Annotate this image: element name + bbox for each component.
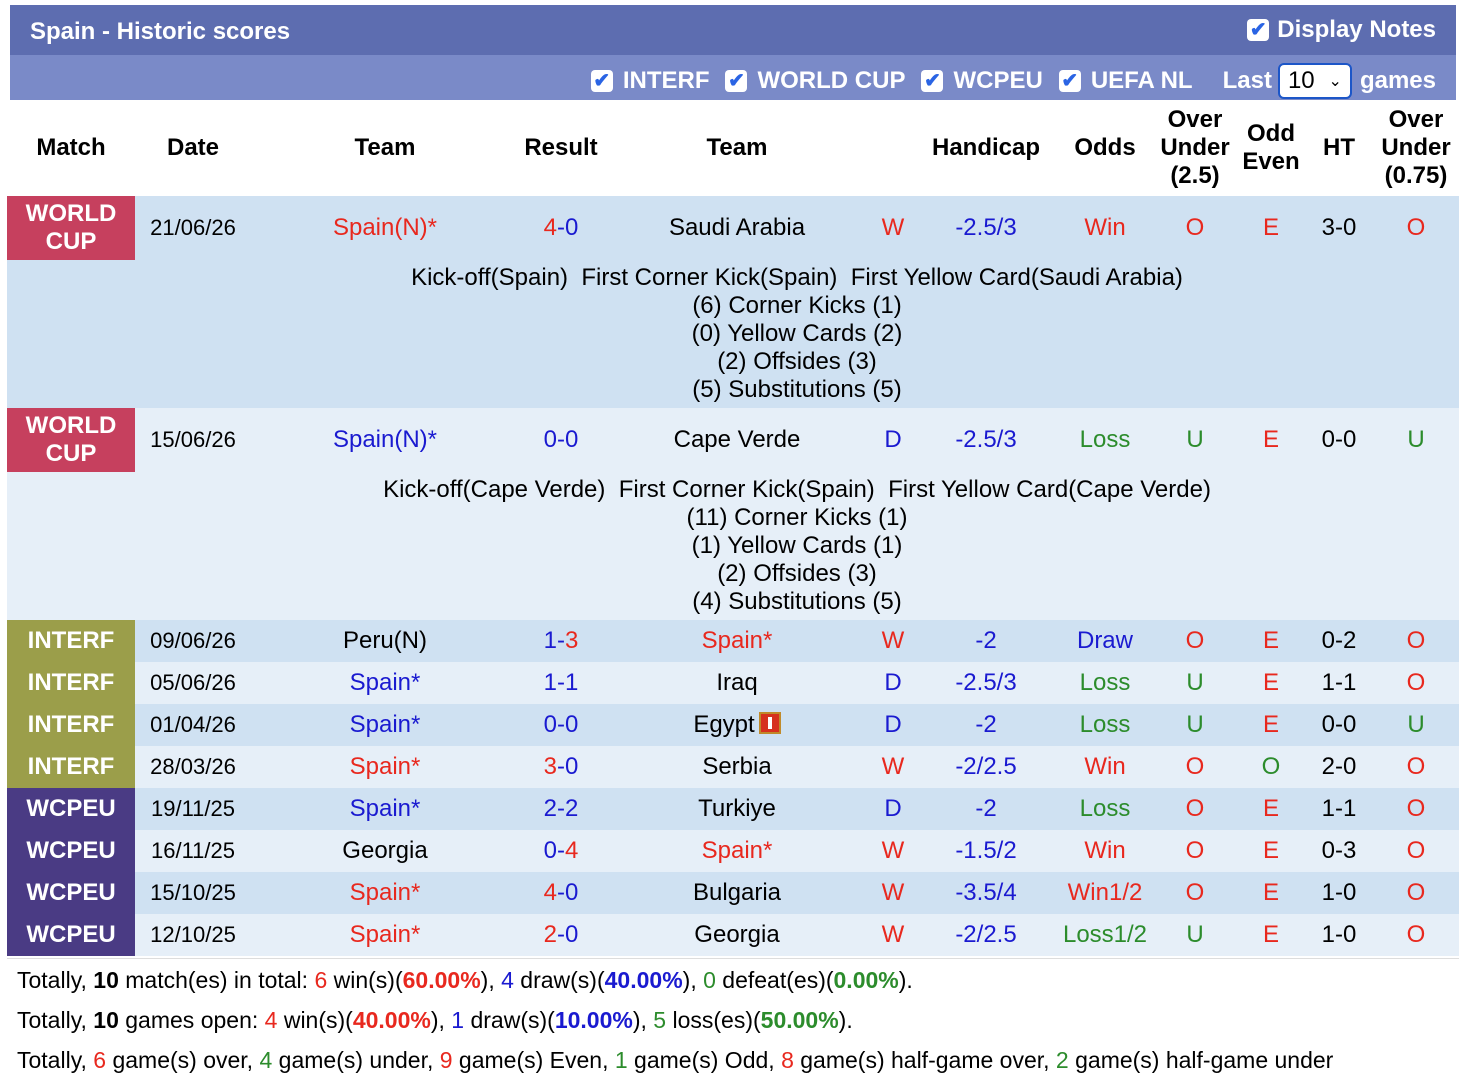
panel-title: Spain - Historic scores <box>30 18 291 45</box>
summary-segment: game(s) under, <box>272 1047 440 1073</box>
match-result[interactable] <box>519 408 603 472</box>
away-team[interactable] <box>603 914 871 956</box>
over-under-ht-outcome: O <box>1373 620 1459 662</box>
summary-segment: Totally, <box>17 1047 94 1073</box>
col-date: Date <box>135 100 251 196</box>
home-team[interactable]: Spain* <box>251 914 519 956</box>
summary-segment: match(es) in total: <box>118 967 315 993</box>
odds-outcome: Win <box>1057 746 1153 788</box>
away-team[interactable] <box>603 746 871 788</box>
away-score: 4 <box>565 837 579 864</box>
match-stat-line: (11) Corner Kicks (1) <box>686 504 908 531</box>
match-date: 09/06/26 <box>135 620 251 662</box>
competition-badge: INTERF <box>7 662 135 704</box>
over-under-outcome: O <box>1153 620 1237 662</box>
col-result: Result <box>519 100 603 196</box>
wdl-outcome: W <box>871 620 915 662</box>
summary-segment: game(s) Odd, <box>627 1047 782 1073</box>
wdl-outcome: D <box>871 704 915 746</box>
checkmark-icon[interactable]: ✔ <box>921 70 943 92</box>
col-label: Even <box>1242 148 1300 175</box>
filter-world-cup[interactable] <box>725 67 905 95</box>
wdl-outcome: D <box>871 662 915 704</box>
checkmark-icon[interactable]: ✔ <box>1247 19 1269 41</box>
summary-segment: 10 <box>93 1007 119 1033</box>
over-under-ht-outcome: O <box>1373 788 1459 830</box>
filter-bar <box>10 55 1456 100</box>
col-odds: Odds <box>1057 100 1153 196</box>
home-score: 1 <box>543 669 557 696</box>
filter-label: UEFA NL <box>1090 67 1193 94</box>
away-team-name: Egypt <box>693 711 755 738</box>
away-score: 2 <box>565 795 579 822</box>
summary-segment: 60.00% <box>402 967 481 993</box>
summary-segment: 9 <box>439 1047 453 1073</box>
home-score: 4 <box>543 879 557 906</box>
over-under-ht-outcome: O <box>1373 662 1459 704</box>
match-row[interactable] <box>7 914 1459 956</box>
away-score: 3 <box>565 627 579 654</box>
score-separator: - <box>557 627 565 654</box>
home-score: 1 <box>543 627 557 654</box>
over-under-outcome: O <box>1153 196 1237 260</box>
match-details <box>135 260 1459 408</box>
over-under-ht-outcome: O <box>1373 830 1459 872</box>
score-separator: - <box>557 214 565 241</box>
over-under-outcome: U <box>1153 914 1237 956</box>
odds-outcome: Loss1/2 <box>1057 914 1153 956</box>
over-under-outcome: O <box>1153 788 1237 830</box>
odds-outcome: Loss <box>1057 704 1153 746</box>
odd-even-outcome: E <box>1237 788 1305 830</box>
score-separator: - <box>557 426 565 453</box>
odds-outcome: Win <box>1057 196 1153 260</box>
away-team-name: Cape Verde <box>673 426 801 453</box>
halftime-score: 0-0 <box>1305 704 1373 746</box>
halftime-score: 3-0 <box>1305 196 1373 260</box>
match-stat-line: (2) Offsides (3) <box>717 560 877 587</box>
match-row[interactable] <box>7 196 1459 260</box>
summary-segment: 0.00% <box>833 967 899 993</box>
away-team[interactable] <box>603 788 871 830</box>
home-team[interactable]: Spain* <box>251 746 519 788</box>
away-score: 0 <box>565 753 579 780</box>
summary-segment: Totally, <box>17 967 94 993</box>
home-team[interactable]: Spain* <box>251 788 519 830</box>
over-under-ht-outcome: O <box>1373 914 1459 956</box>
display-notes-label: Display Notes <box>1277 16 1436 43</box>
halftime-score: 0-0 <box>1305 408 1373 472</box>
col-ht: HT <box>1305 100 1373 196</box>
checkmark-icon[interactable]: ✔ <box>1059 70 1081 92</box>
odd-even-outcome: E <box>1237 872 1305 914</box>
match-stat-line: (5) Substitutions (5) <box>692 376 902 403</box>
kickoff-info: Kick-off(Spain) First Corner Kick(Spain) First Yellow Card(Saudi Arabia) <box>411 264 1183 291</box>
odd-even-outcome: E <box>1237 662 1305 704</box>
summary-open-line <box>17 1007 853 1034</box>
home-team[interactable]: Spain(N)* <box>251 196 519 260</box>
away-team-name: Spain* <box>701 837 773 864</box>
col-team-home: Team <box>251 100 519 196</box>
match-result[interactable] <box>519 872 603 914</box>
summary-segment: game(s) half-game under <box>1068 1047 1334 1073</box>
match-details-row <box>7 260 1459 408</box>
over-under-ht-outcome: O <box>1373 872 1459 914</box>
handicap-value: -2.5/3 <box>915 196 1057 260</box>
handicap-value: -2.5/3 <box>915 408 1057 472</box>
summary-segment: 4 <box>501 967 514 993</box>
away-team-name: Georgia <box>694 921 780 948</box>
match-stat-line: (0) Yellow Cards (2) <box>691 320 903 347</box>
match-result[interactable] <box>519 746 603 788</box>
halftime-score: 2-0 <box>1305 746 1373 788</box>
competition-badge: WCPEU <box>7 788 135 830</box>
col-over-under-ht <box>1373 100 1459 196</box>
wdl-outcome: W <box>871 830 915 872</box>
col-label: (2.5) <box>1170 162 1220 189</box>
competition-filters <box>591 63 1436 99</box>
competition-badge: INTERF <box>7 620 135 662</box>
score-separator: - <box>557 837 565 864</box>
summary-segment: games open: <box>118 1007 265 1033</box>
handicap-value: -2 <box>915 788 1057 830</box>
home-team[interactable]: Spain* <box>251 662 519 704</box>
score-separator: - <box>557 795 565 822</box>
match-row[interactable] <box>7 704 1459 746</box>
col-label: Odd <box>1247 120 1295 147</box>
handicap-value: -3.5/4 <box>915 872 1057 914</box>
filter-interf[interactable] <box>591 67 710 95</box>
col-team-away: Team <box>603 100 871 196</box>
summary-segment: game(s) over, <box>106 1047 260 1073</box>
summary-segment: 10 <box>93 967 119 993</box>
summary-segment: Totally, <box>17 1007 94 1033</box>
match-date: 15/10/25 <box>135 872 251 914</box>
away-team[interactable] <box>603 704 871 746</box>
wdl-outcome: W <box>871 914 915 956</box>
over-under-ht-outcome: U <box>1373 704 1459 746</box>
halftime-score: 1-0 <box>1305 872 1373 914</box>
summary-segment: 4 <box>264 1007 278 1033</box>
wdl-outcome: D <box>871 788 915 830</box>
match-result[interactable] <box>519 914 603 956</box>
summary-segment: ). <box>898 967 913 993</box>
summary-segment: draw(s)( <box>464 1007 555 1033</box>
handicap-value: -2 <box>915 620 1057 662</box>
col-label: Over <box>1388 106 1444 133</box>
away-score: 0 <box>565 426 579 453</box>
col-handicap: Handicap <box>915 100 1057 196</box>
score-separator: - <box>557 879 565 906</box>
summary-segment: 40.00% <box>604 967 683 993</box>
match-result[interactable] <box>519 830 603 872</box>
away-score: 0 <box>565 879 579 906</box>
summary-segment: defeat(es)( <box>715 967 834 993</box>
summary-segment: 8 <box>781 1047 794 1073</box>
handicap-value: -1.5/2 <box>915 830 1057 872</box>
details-spacer <box>7 260 135 408</box>
summary-segment: 50.00% <box>760 1007 839 1033</box>
filter-wcpeu[interactable] <box>921 67 1042 95</box>
odd-even-outcome: E <box>1237 704 1305 746</box>
match-row[interactable] <box>7 746 1459 788</box>
home-score: 0 <box>543 711 557 738</box>
checkmark-icon[interactable]: ✔ <box>725 70 747 92</box>
home-team[interactable]: Spain* <box>251 872 519 914</box>
summary-segment: win(s)( <box>277 1007 353 1033</box>
away-team[interactable] <box>603 620 871 662</box>
summary-segment: game(s) Even, <box>452 1047 615 1073</box>
summary-panel <box>7 958 1459 1083</box>
match-row[interactable] <box>7 408 1459 472</box>
away-team[interactable] <box>603 872 871 914</box>
halftime-score: 1-1 <box>1305 788 1373 830</box>
over-under-outcome: U <box>1153 408 1237 472</box>
col-match: Match <box>7 100 135 196</box>
handicap-value: -2/2.5 <box>915 914 1057 956</box>
games-label: games <box>1359 67 1436 94</box>
over-under-ht-outcome: O <box>1373 196 1459 260</box>
wdl-outcome: D <box>871 408 915 472</box>
match-row[interactable] <box>7 788 1459 830</box>
summary-segment: 5 <box>653 1007 667 1033</box>
competition-badge: WCPEU <box>7 914 135 956</box>
home-team[interactable]: Georgia <box>251 830 519 872</box>
over-under-outcome: O <box>1153 872 1237 914</box>
match-stat-line: (4) Substitutions (5) <box>692 588 902 615</box>
away-team-name: Serbia <box>702 753 772 780</box>
over-under-outcome: U <box>1153 704 1237 746</box>
odds-outcome: Win1/2 <box>1057 872 1153 914</box>
match-result[interactable] <box>519 662 603 704</box>
handicap-value: -2 <box>915 704 1057 746</box>
competition-badge: WORLD CUP <box>7 196 135 260</box>
odds-outcome: Loss <box>1057 408 1153 472</box>
wdl-outcome: W <box>871 196 915 260</box>
halftime-score: 1-1 <box>1305 662 1373 704</box>
match-row[interactable] <box>7 830 1459 872</box>
home-score: 0 <box>543 426 557 453</box>
match-date: 05/06/26 <box>135 662 251 704</box>
games-count-select[interactable] <box>1278 63 1352 99</box>
odds-outcome: Loss <box>1057 662 1153 704</box>
filter-label: WCPEU <box>953 67 1043 94</box>
home-score: 0 <box>543 837 557 864</box>
away-team-name: Iraq <box>716 669 758 696</box>
summary-results-line <box>17 967 913 994</box>
away-team[interactable] <box>603 196 871 260</box>
halftime-score: 0-3 <box>1305 830 1373 872</box>
away-team-name: Turkiye <box>698 795 776 822</box>
col-wdl <box>871 100 915 196</box>
match-row[interactable] <box>7 662 1459 704</box>
filter-label: WORLD CUP <box>757 67 906 94</box>
match-date: 16/11/25 <box>135 830 251 872</box>
summary-segment: game(s) half-game over, <box>793 1047 1056 1073</box>
summary-segment: win(s)( <box>327 967 403 993</box>
odd-even-outcome: E <box>1237 830 1305 872</box>
competition-badge: WORLD CUP <box>7 408 135 472</box>
details-spacer <box>7 472 135 620</box>
match-result[interactable] <box>519 620 603 662</box>
odd-even-outcome: E <box>1237 196 1305 260</box>
away-team-name: Saudi Arabia <box>668 214 806 241</box>
summary-segment: 4 <box>259 1047 273 1073</box>
wdl-outcome: W <box>871 872 915 914</box>
title-bar <box>10 5 1456 55</box>
match-details-row <box>7 472 1459 620</box>
home-score: 4 <box>543 214 557 241</box>
summary-segment: 10.00% <box>554 1007 633 1033</box>
match-row[interactable] <box>7 620 1459 662</box>
odd-even-outcome: O <box>1237 746 1305 788</box>
match-date: 12/10/25 <box>135 914 251 956</box>
match-stat-line: (6) Corner Kicks (1) <box>692 292 902 319</box>
odd-even-outcome: E <box>1237 620 1305 662</box>
summary-segment: ), <box>430 1007 452 1033</box>
away-team-name: Spain* <box>701 627 773 654</box>
summary-segment: 40.00% <box>352 1007 431 1033</box>
match-stat-line: (2) Offsides (3) <box>717 348 877 375</box>
match-result[interactable] <box>519 704 603 746</box>
odds-outcome: Loss <box>1057 788 1153 830</box>
match-date: 01/04/26 <box>135 704 251 746</box>
filter-uefa-nl[interactable] <box>1059 67 1193 95</box>
col-label: (0.75) <box>1384 162 1448 189</box>
summary-segment: loss(es)( <box>666 1007 761 1033</box>
competition-badge: WCPEU <box>7 830 135 872</box>
home-score: 2 <box>543 921 557 948</box>
summary-segment: 6 <box>314 967 328 993</box>
away-team[interactable] <box>603 408 871 472</box>
match-result[interactable] <box>519 788 603 830</box>
summary-segment: ), <box>480 967 502 993</box>
col-label: Under <box>1160 134 1230 161</box>
competition-badge: INTERF <box>7 746 135 788</box>
red-card-icon <box>759 712 781 734</box>
col-odd-even <box>1237 100 1305 196</box>
handicap-value: -2.5/3 <box>915 662 1057 704</box>
over-under-ht-outcome: U <box>1373 408 1459 472</box>
home-score: 2 <box>543 795 557 822</box>
match-date: 15/06/26 <box>135 408 251 472</box>
match-date: 19/11/25 <box>135 788 251 830</box>
home-score: 3 <box>543 753 557 780</box>
competition-badge: WCPEU <box>7 872 135 914</box>
over-under-outcome: O <box>1153 746 1237 788</box>
match-stat-line: (1) Yellow Cards (1) <box>691 532 903 559</box>
halftime-score: 0-2 <box>1305 620 1373 662</box>
col-over-under <box>1153 100 1237 196</box>
scores-body <box>7 196 1459 956</box>
summary-segment: ). <box>838 1007 853 1033</box>
table-header-row <box>7 100 1459 196</box>
match-result[interactable] <box>519 196 603 260</box>
score-separator: - <box>557 669 565 696</box>
col-label: Under <box>1381 134 1451 161</box>
odd-even-outcome: E <box>1237 914 1305 956</box>
over-under-outcome: U <box>1153 662 1237 704</box>
summary-segment: draw(s)( <box>513 967 605 993</box>
match-row[interactable] <box>7 872 1459 914</box>
last-label: Last <box>1222 67 1272 94</box>
away-score: 0 <box>565 711 579 738</box>
away-score: 0 <box>565 214 579 241</box>
away-team[interactable] <box>603 662 871 704</box>
score-separator: - <box>557 753 565 780</box>
away-team-name: Bulgaria <box>692 879 782 906</box>
scores-table <box>7 100 1459 956</box>
odds-outcome: Draw <box>1057 620 1153 662</box>
away-score: 1 <box>565 669 579 696</box>
odd-even-outcome: E <box>1237 408 1305 472</box>
away-team[interactable] <box>603 830 871 872</box>
home-team[interactable]: Peru(N) <box>251 620 519 662</box>
match-date: 28/03/26 <box>135 746 251 788</box>
home-team[interactable]: Spain* <box>251 704 519 746</box>
col-label: Over <box>1167 106 1223 133</box>
wdl-outcome: W <box>871 746 915 788</box>
over-under-ht-outcome: O <box>1373 746 1459 788</box>
match-details <box>135 472 1459 620</box>
match-date: 21/06/26 <box>135 196 251 260</box>
summary-overunder-line <box>17 1047 1333 1074</box>
score-separator: - <box>557 921 565 948</box>
home-team[interactable]: Spain(N)* <box>251 408 519 472</box>
games-count-value: 10 <box>1287 67 1315 94</box>
over-under-outcome: O <box>1153 830 1237 872</box>
filter-label: INTERF <box>622 67 710 94</box>
halftime-score: 1-0 <box>1305 914 1373 956</box>
checkmark-icon[interactable]: ✔ <box>591 70 613 92</box>
away-score: 0 <box>565 921 579 948</box>
summary-segment: 6 <box>93 1047 107 1073</box>
odds-outcome: Win <box>1057 830 1153 872</box>
score-separator: - <box>557 711 565 738</box>
summary-segment: ), <box>632 1007 654 1033</box>
handicap-value: -2/2.5 <box>915 746 1057 788</box>
display-notes-toggle[interactable] <box>1247 16 1436 44</box>
summary-segment: 2 <box>1055 1047 1069 1073</box>
summary-segment: 1 <box>451 1007 465 1033</box>
summary-segment: 0 <box>703 967 716 993</box>
chevron-down-icon: ⌄ <box>1328 73 1342 90</box>
summary-segment: 1 <box>614 1047 628 1073</box>
summary-segment: ), <box>682 967 704 993</box>
competition-badge: INTERF <box>7 704 135 746</box>
kickoff-info: Kick-off(Cape Verde) First Corner Kick(Spain) First Yellow Card(Cape Verde) <box>383 476 1211 503</box>
